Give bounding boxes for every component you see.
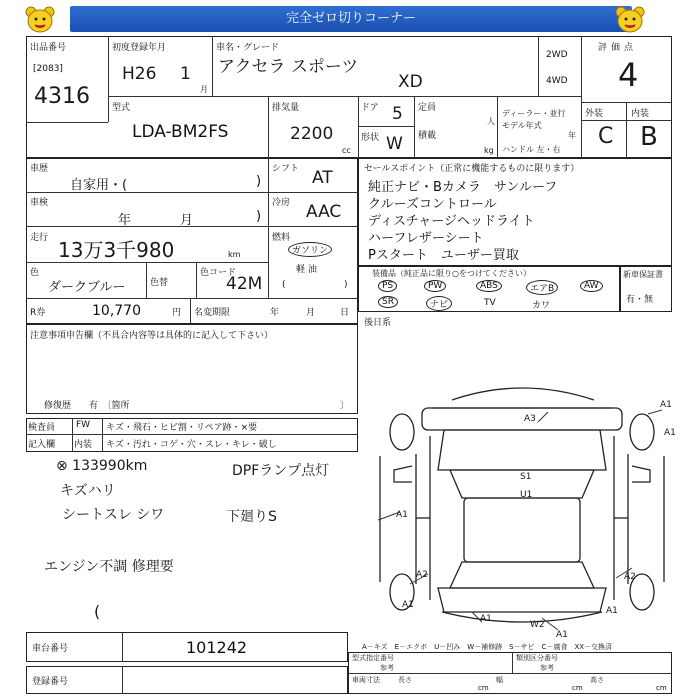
damage-mark-w2: W2 — [530, 620, 545, 630]
note-dpf: DPFランプ点灯 — [232, 463, 330, 479]
mileage-unit: km — [228, 250, 241, 259]
repair-history-close: 〕 — [340, 401, 350, 411]
equip-sr: SR — [378, 296, 398, 308]
history-label: 車歴 — [30, 164, 49, 174]
equip-airbag: エアB — [526, 280, 558, 295]
mileage-value: 13万3千980 — [58, 238, 175, 262]
damage-mark-a1-rl: A1 — [606, 606, 618, 616]
fw-label: FW — [76, 420, 91, 430]
mileage-label: 走行 — [30, 233, 49, 243]
inspection-year: 年 — [118, 213, 132, 228]
bear-mascot-left-icon — [24, 6, 56, 34]
inspection-month: 月 — [180, 213, 194, 228]
type-designation-label: 型式指定番号 — [352, 654, 394, 662]
shape-value: W — [386, 134, 403, 154]
doors-value: 5 — [392, 104, 403, 124]
note-scratch: キズハリ — [60, 483, 116, 499]
note-seat: シートスレ シワ — [62, 507, 165, 523]
sales-point-2: クルーズコントロール — [368, 197, 497, 212]
damage-legend: A－キズ E－エクボ U－凹み W－補修跡 S－サビ C－腐食 XX－交換済 — [362, 643, 613, 651]
color-value: ダークブルー — [48, 280, 126, 295]
model-label: 型式 — [112, 103, 131, 113]
fuel-diesel: 軽 油 — [296, 265, 317, 275]
chassis-label: 車台番号 — [32, 644, 69, 654]
history-value: 自家用・( — [70, 178, 128, 193]
recycle-label: R券 — [30, 308, 46, 318]
damage-mark-a2-right: A2 — [624, 572, 636, 582]
inspection-close: ) — [256, 209, 262, 224]
damage-mark-a1-fr: A1 — [660, 400, 672, 410]
aircon-value: AAC — [306, 202, 342, 222]
repair-history: 修復歴 有 〔箇所 — [44, 401, 130, 411]
month-unit: 月 — [200, 85, 208, 94]
damage-mark-u1: U1 — [520, 490, 533, 500]
color-label: 色 — [30, 268, 40, 278]
lot-number-label: 出品番号 — [30, 43, 67, 53]
fuel-paren-open: ( — [282, 280, 286, 290]
equipment-label: 装備品（純正品に限り○をつけてください） — [372, 269, 531, 278]
sales-point-5: Pスタート ユーザー買取 — [368, 248, 519, 263]
dimension-height: 高さ — [590, 676, 604, 684]
fuel-paren-close: ) — [344, 280, 348, 290]
exterior-label: 外装 — [585, 109, 604, 119]
registration-block — [26, 666, 348, 694]
interior-score: B — [640, 122, 658, 152]
first-registration-label: 初度登録年月 — [112, 43, 167, 53]
displacement-value: 2200 — [290, 124, 334, 144]
drive-2wd: 2WD — [546, 50, 568, 60]
dealer-label: ディーラー・並行 — [502, 109, 566, 118]
sales-point-4: ハーフレザーシート — [368, 231, 484, 246]
fw-items: キズ・飛石・ヒビ割・リペア跡・×要 — [106, 423, 258, 433]
first-registration-month: 1 — [180, 64, 191, 84]
model-code: LDA-BM2FS — [132, 122, 229, 142]
sales-point-1: 純正ナビ・Bカメラ サンルーフ — [368, 180, 558, 195]
damage-mark-a1-rr: A1 — [664, 428, 676, 438]
aircon-label: 冷房 — [272, 198, 291, 208]
damage-mark-a3: A3 — [524, 414, 536, 424]
dimension-length: 長さ — [398, 676, 412, 684]
history-close: ) — [256, 174, 262, 189]
shift-value: AT — [312, 168, 333, 188]
score-value: 4 — [618, 56, 639, 94]
load-unit: kg — [484, 146, 494, 155]
equip-navi: ナビ — [426, 296, 452, 311]
damage-mark-a1-left: A1 — [396, 510, 408, 520]
guarantee-label: 新車保証書 — [623, 270, 663, 279]
dimension-width-unit: cm — [572, 684, 583, 692]
inspection-label: 車検 — [30, 198, 49, 208]
inspector-label-1: 検査員 — [28, 423, 56, 433]
bear-mascot-right-icon — [614, 6, 646, 34]
sales-point-3: ディスチャージヘッドライト — [368, 214, 535, 229]
color-code-label: 色コード — [200, 268, 237, 278]
displacement-label: 排気量 — [272, 103, 300, 113]
equip-aw: AW — [580, 280, 603, 292]
shift-label: シフト — [272, 164, 300, 174]
lot-sub-number: [2083] — [33, 64, 63, 74]
damage-mark-a2-left: A2 — [416, 570, 428, 580]
displacement-unit: cc — [342, 146, 351, 155]
expiry-day: 日 — [340, 308, 350, 318]
car-damage-diagram — [372, 370, 672, 642]
car-name-label: 車名・グレード — [216, 43, 280, 53]
interior-label: 内装 — [631, 109, 650, 119]
damage-mark-a1-rr2: A1 — [402, 600, 414, 610]
notes-label: 注意事項申告欄（不具合内容等は具体的に記入して下さい） — [30, 331, 274, 341]
expiry-label: 名変期限 — [194, 308, 231, 318]
interior-items: キズ・汚れ・コゲ・穴・スレ・キレ・破し — [106, 440, 277, 450]
recycle-unit: 円 — [172, 308, 182, 318]
damage-mark-s1: S1 — [520, 472, 532, 482]
capacity-unit: 人 — [487, 117, 495, 126]
class-number-ref: 参考 — [540, 664, 554, 672]
shape-label: 形状 — [361, 133, 380, 143]
handle-side: ハンドル 左・右 — [502, 145, 561, 154]
model-year-unit: 年 — [568, 131, 576, 140]
color-code: 42M — [226, 274, 263, 294]
first-registration-year: H26 — [122, 64, 157, 84]
equip-pw: PW — [424, 280, 446, 292]
sales-points-label: セールスポイント（正常に機能するものに限ります） — [364, 164, 580, 174]
class-number-label: 類別区分番号 — [516, 654, 558, 662]
dimensions-label: 車両寸法 — [352, 676, 380, 684]
dimension-length-unit: cm — [478, 684, 489, 692]
rear-seat-label: 後日系 — [364, 318, 392, 328]
dimension-height-unit: cm — [656, 684, 667, 692]
interior-row-label: 内装 — [74, 440, 93, 450]
damage-mark-a1-bumper: A1 — [556, 630, 568, 640]
score-label: 評価点 — [598, 43, 638, 53]
color-change-label: 色替 — [150, 278, 169, 288]
equip-abs: ABS — [476, 280, 502, 292]
page-header: 完全ゼロ切りコーナー — [70, 6, 632, 32]
note-under: 下廻りS — [226, 509, 277, 525]
expiry-year: 年 — [270, 308, 280, 318]
lot-number: 4316 — [34, 84, 90, 109]
fuel-label: 燃料 — [272, 233, 291, 243]
note-paren: ( — [94, 602, 101, 621]
recycle-value: 10,770 — [92, 303, 141, 319]
damage-mark-a1-rear: A1 — [480, 614, 492, 624]
exterior-score: C — [598, 124, 614, 149]
equip-tv: TV — [484, 298, 496, 308]
chassis-number: 101242 — [186, 638, 248, 657]
dimension-width: 幅 — [496, 676, 503, 684]
equip-leather: カワ — [532, 301, 551, 311]
expiry-month: 月 — [306, 308, 316, 318]
drive-4wd: 4WD — [546, 76, 568, 86]
equip-ps: PS — [378, 280, 397, 292]
model-year-label: モデル年式 — [502, 121, 542, 130]
inspector-label-2: 記入欄 — [28, 440, 56, 450]
load-label: 積載 — [418, 131, 437, 141]
car-grade: XD — [398, 72, 423, 92]
fuel-gasoline: ガソリン — [288, 242, 332, 257]
guarantee-value: 有・無 — [626, 295, 654, 305]
car-name: アクセラ スポーツ — [218, 57, 359, 77]
capacity-label: 定員 — [418, 103, 437, 113]
type-designation-ref: 参考 — [380, 664, 394, 672]
registration-label: 登録番号 — [32, 677, 69, 687]
note-mileage: ⊗ 133990km — [56, 458, 148, 474]
note-engine: エンジン不調 修理要 — [44, 559, 174, 575]
doors-label: ドア — [361, 103, 379, 113]
